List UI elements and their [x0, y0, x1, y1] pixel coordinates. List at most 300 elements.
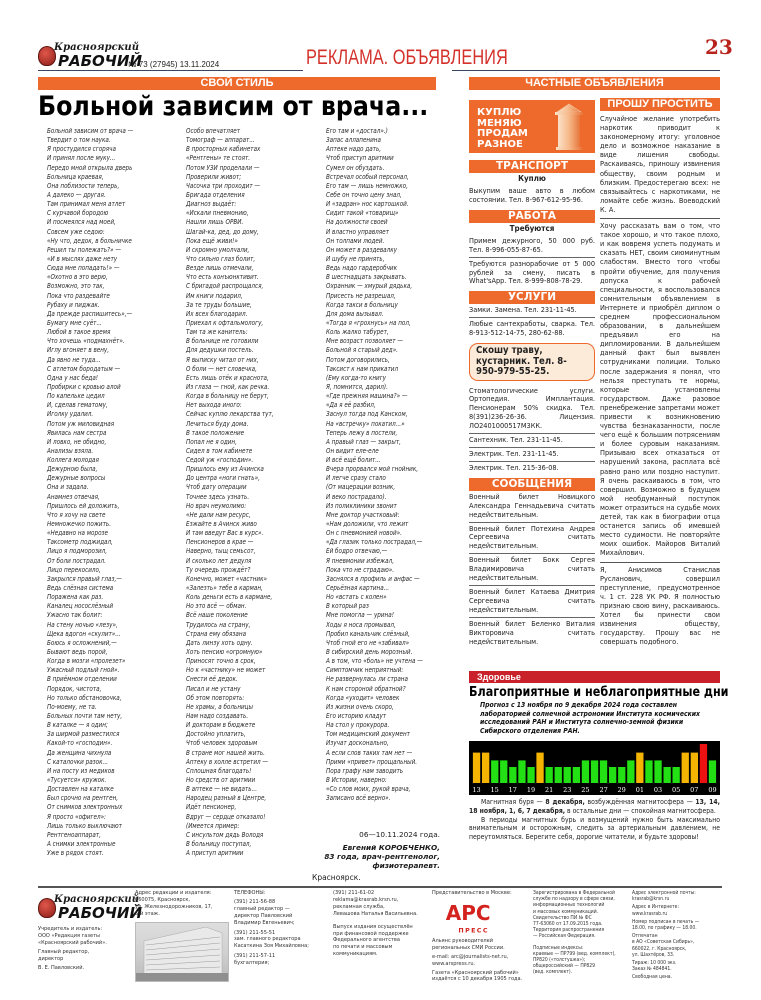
poem-line: Сидит такой «товарищ» [326, 208, 399, 218]
poem-line: Для дедушки постель. [186, 345, 254, 355]
poem-line: Коль жалко табурет, [326, 327, 389, 337]
footer-contacts [632, 890, 724, 981]
poem-line: Всё наше поколение [186, 610, 248, 620]
poem-line: «И в мыслях даже нету [47, 253, 118, 263]
poem-line: Трудилось на страну, [186, 619, 251, 629]
classified-ad: Требуются разнорабочие от 5 000 рублей за смену, писать в What'sApp. Тел. 8-999-808-78-29. [469, 258, 595, 286]
footer-logo [38, 892, 143, 922]
chart-svg [469, 741, 720, 795]
poem-line: Но «встать с колен» [326, 592, 387, 602]
poem-line: Снести её дедок. [186, 674, 238, 684]
poem-line: Когда «уходит» человек [326, 692, 400, 702]
footer-line: службе по надзору в сфере связи, [533, 896, 615, 903]
poem-line: «Недавно на морозе [47, 528, 109, 538]
poem-line: Из глаза — гной, как речка. [186, 381, 270, 391]
poem-line: Хоть пенсию «огромную» [186, 647, 263, 657]
poem-line: Я просто «офигел»: [47, 811, 106, 821]
poem-line: Нам надо создавать. [186, 711, 249, 720]
poem-line: Я выписку читал от них, [186, 354, 259, 364]
chart-bar-15 [491, 760, 498, 783]
poem-line: Не храмы, а больницы [186, 701, 253, 711]
poem-line: Нет выхода иного: [186, 400, 242, 410]
poem-line: (От мацерации возник, [326, 482, 396, 492]
poem-line: «Где прежняя машина?» — [326, 391, 408, 401]
footer-line: Номер подписан в печать — [632, 918, 700, 925]
summary-text: Магнитная буря — [481, 798, 546, 806]
poem-line: Доставлен на каталке [47, 784, 114, 794]
poem-line: Когда в мозги «пролезет» [47, 656, 126, 666]
poem-line: Таксометр поджидал, [47, 537, 113, 547]
poem-line: И сколько лет дедуля [186, 555, 252, 565]
author-role: физиотерапевт. [372, 861, 440, 870]
poem-line: Пока что раздевайте [47, 290, 110, 300]
poem-line: А в том, что «боль» не учтена — [326, 656, 423, 666]
poem-line: Коль деньги есть в кармане, [186, 592, 273, 602]
footer-line: Свободная цена. [632, 974, 672, 981]
poem-line: В каталке — я один; [47, 720, 108, 730]
poem-line: Пришлось ему из Ачинска [186, 464, 264, 474]
chart-bar-28 [609, 767, 616, 783]
email-link[interactable]: e-mail: arc@journalists-net.ru, [432, 953, 509, 960]
newspaper-logo [38, 40, 143, 74]
footer-line: Зарегистрирована в Федеральной [533, 890, 615, 896]
phones-title: ТЕЛЕФОНЫ: [234, 890, 266, 896]
poem-line: Пенсионеров в крае — [186, 537, 254, 547]
classified-ad: Замки. Замена. Тел. 231-11-45. [469, 304, 595, 318]
footer-line: при финансовой поддержке [333, 930, 409, 937]
arc-press-logo [440, 898, 500, 938]
poem-line: По-моему, не та. [47, 701, 97, 711]
poem-line: Об этом повторять: [186, 692, 245, 702]
poem-line: Когда в больницу не берут, [186, 391, 269, 401]
poem-line: «Ну что, дедок, в больничке [47, 235, 132, 245]
poem-line: Таксист к нам прикатил [326, 363, 399, 373]
poem-line: Из поликлиники звонит [326, 500, 397, 510]
classified-ad: Военный билет Новицкого Александра Геннадьевича считать недействительным. [469, 491, 595, 523]
footer-line: Касаткина Зоя Михайловна; [234, 943, 309, 950]
email-link[interactable]: krasrab@krsn.ru [632, 896, 670, 903]
poem-line: А правый глаз — закрыт, [326, 436, 401, 446]
classified-ad: Электрик. Тел. 215-36-08. [469, 462, 559, 472]
footer-founder [38, 926, 130, 971]
arc-logo-text: АРС [445, 900, 491, 925]
poem-line: В больницу поступал, [186, 838, 252, 848]
poem-line: Проверили живот; [186, 171, 242, 181]
banner-line: ПРОДАМ [477, 128, 528, 139]
footer-line: — Российская Федерация. [533, 933, 596, 940]
poem-line: Лечиться буду дома. [186, 418, 249, 428]
poem-line: Передо мной открыла дверь [47, 162, 133, 172]
poem-line: Лишь только выключают [47, 820, 122, 830]
poem-line: На стену ночью «лезу», [47, 619, 118, 629]
poem-line: Точнее здесь узнать. [186, 491, 250, 501]
poem-line: Но только обстановочка, [47, 692, 122, 702]
poem-line: Там та же канитель: [186, 327, 248, 337]
poem-line: Щека вдогон «скулит»... [47, 628, 121, 638]
chart-bar-02 [645, 760, 652, 783]
poem-line: Порядок, чистота, [47, 683, 102, 693]
poem-line: Она поблизости теперь, [47, 180, 120, 190]
banner-text [477, 108, 528, 150]
footer-line: Заказ № 484841. [632, 966, 672, 973]
poem-line: Сидел в том кабинете [186, 445, 253, 455]
header-divider-right [452, 70, 720, 71]
classified-ad: Сантехник. Тел. 231-11-45. [469, 434, 595, 448]
footer-line: Учредитель и издатель: [38, 926, 103, 932]
poem-line: «Да глазик только пострадал,— [326, 537, 423, 547]
chart-bar-19 [527, 767, 534, 783]
logo-top-text: Красноярский [54, 42, 139, 53]
footer-line: 18.00, по графику — 18.00. [632, 925, 697, 932]
poem-line: Явилась нам сестра [47, 427, 107, 437]
poem-line: И всё ещё болит... [326, 455, 381, 465]
classifieds-rubric: ЧАСТНЫЕ ОБЪЯВЛЕНИЯ [469, 77, 720, 90]
poem-line: Ведь слёзная система [47, 583, 114, 593]
poem-line: По капельке цедил [47, 391, 105, 401]
classifieds-column [469, 160, 595, 648]
health-text [469, 798, 720, 842]
footer-phones [234, 890, 326, 967]
footer-line: Адрес электронной почты: [632, 890, 696, 896]
poem-line: За ширмой разместился [47, 729, 120, 739]
poem-line: Пришлось ей доложить, [47, 500, 120, 510]
poem-line: И принял после муку... [47, 153, 116, 163]
chart-bar-03 [654, 760, 661, 783]
classified-ad: Военный билет Катаева Дмитрия Сергеевича считать недействительным. [469, 586, 595, 618]
poem-line: Но это всё — обман. [186, 601, 247, 611]
health-rubric: Здоровье [469, 671, 720, 683]
poem-line: Не развернулась ли страна [326, 674, 408, 684]
footer-line: Выпуск издания осуществлён [333, 923, 413, 930]
chart-tick-label: 05 [672, 786, 681, 794]
poem-line: «Со слов моих, рукой врача, [326, 784, 411, 794]
classified-ad: Стоматологические услуги. Ортопедия. Имплантация. Пенсионерам 50% скидка. Тел. 8(391)236-26-36. Лицензия. ЛО2401000517М3КК. [469, 385, 595, 435]
website-link[interactable]: www.arspress.ru. [432, 960, 476, 967]
office-building-photo [135, 922, 229, 982]
footer-line: бухгалтерия; [234, 960, 270, 967]
chart-tick-label: 17 [508, 786, 517, 794]
chart-tick-label: 25 [581, 786, 590, 794]
poem-line: На должности своей [326, 217, 388, 227]
poem-line: Дать линзу хоть одну. [186, 637, 253, 647]
poem-line: Лицо перекосило, [47, 564, 101, 574]
poem-line: Возможно, это так, [47, 281, 105, 291]
poem-line: Был срочно на рентген, [47, 793, 119, 803]
poem-line: Анамнез отвечая, [47, 491, 100, 501]
poem-line: Симптомчик неприятный: [326, 665, 404, 675]
poem-line: Больной я старый дед». [326, 345, 398, 355]
subcategory-buy: Куплю [518, 174, 546, 183]
banner-line: МЕНЯЮ [477, 117, 522, 129]
section-title: РЕКЛАМА. ОБЪЯВЛЕНИЯ [306, 46, 508, 69]
poem-line: Лицо я подморозил, [47, 546, 108, 556]
poem-column-3 [326, 126, 460, 802]
summary-text: возбуждённая магнитосфера — [584, 798, 696, 806]
phone-number: (391) 211-55-51 [234, 929, 276, 936]
poem-line: До центра «ноги гнать», [186, 473, 260, 483]
poem-line: Мне доктор участковый: [326, 509, 400, 519]
poem-line: Да прежде распишитесь»,— [47, 308, 133, 318]
poem-line: Его историю кладут [326, 711, 387, 720]
logo-bottom-text: РАБОЧИЙ [58, 904, 143, 922]
poem-line: Ей бодро отвечаю,— [326, 546, 388, 556]
phone-number: (391) 211-61-02 [333, 890, 375, 896]
chart-tick-label: 13 [472, 786, 481, 794]
poem-line: Охранник — хмурый дядька, [326, 281, 413, 291]
footer-line: общероссийский — ПР829 [533, 963, 596, 970]
footer-line: Адрес редакции и издателя: [135, 890, 212, 896]
poem-line: Сюда мне попадать!» — [47, 263, 120, 273]
author-age-role: 83 года, врач-рентгенолог, [324, 852, 440, 861]
chart-bar-20 [536, 753, 543, 783]
footer-line: Газета «Красноярский рабочий» [432, 969, 519, 976]
subcategory-wanted: Требуются [509, 223, 555, 233]
poem-line: Закрылся правый глаз,— [47, 573, 122, 583]
poem-line: Когда такси в больницу [326, 299, 398, 309]
footer-line: коммуникациям. [333, 951, 378, 958]
poem-line: В такое положение [186, 427, 245, 437]
poem-line: И скромно умолчали, [186, 244, 250, 254]
poem-line: Пробирки с кровью алой [47, 381, 121, 391]
chart-bar-06 [682, 753, 689, 783]
poem-line: И, сделав гематому, [47, 400, 108, 410]
poem-line: Мне помогла — урина! [326, 610, 394, 620]
chart-tick-label: 19 [526, 786, 536, 794]
poem-line: И легче сразу стало [326, 473, 386, 483]
phone-number: (391) 211-57-11 [234, 953, 276, 960]
poem-line: Там принимал меня атлет [47, 199, 126, 209]
footer-line: издаётся с 10 декабря 1905 года. [432, 976, 523, 983]
footer-registration [533, 890, 628, 976]
poem-line: В который раз [326, 601, 369, 611]
poem-line: Анализы взяла. [47, 445, 94, 455]
chart-bar-27 [600, 760, 607, 783]
poem-line: Народец разный в Центре, [186, 793, 267, 803]
footer-line: 660075, Красноярск, [135, 896, 191, 903]
chart-tick-label: 09 [708, 786, 717, 794]
poem-line: Есть лишь отёк и краснота, [186, 372, 269, 382]
email-link[interactable]: reklama@krasrab.krsn.ru, [333, 896, 399, 903]
chart-bar-01 [636, 753, 643, 783]
poem-line: Больных почти там нету, [47, 711, 123, 720]
banner-line: РАЗНОЕ [477, 138, 523, 150]
header-divider [38, 70, 303, 71]
poem-line: Для дома вызывал. [326, 308, 384, 318]
chart-bar-13 [473, 753, 480, 783]
footer-line: в АО «Советская Сибирь», [632, 939, 695, 946]
poem-line: Рубаху и пиджак. [47, 299, 100, 309]
poem-line: Я простудился сгоряча [47, 144, 116, 154]
poem-line: И шубу не принять, [326, 253, 385, 263]
poem-line: Бригада отделения [186, 189, 245, 199]
footer-line: директор Павловский [234, 912, 293, 919]
poem-line: Везде лишь отмечали, [186, 263, 254, 273]
poem-line: В сибирский день морозный. [326, 647, 413, 657]
rubric-bar: СВОЙ СТИЛЬ [38, 77, 436, 90]
chart-bar-17 [509, 767, 516, 783]
article-headline: Больной зависим от врача... [38, 91, 429, 122]
poem-line: Попал не я один, [186, 436, 237, 446]
poem-line: Решил ты полежать?» — [47, 244, 121, 254]
poem-line: И докторам в бюджете [186, 720, 256, 730]
poem-line: Сейчас куплю лекарства тут, [186, 409, 274, 419]
poem-line: К нам стороной обратной? [326, 683, 406, 693]
chart-bar-23 [564, 767, 571, 783]
footer-line: и массовых коммуникаций. [533, 908, 599, 915]
chart-tick-label: 01 [635, 786, 645, 794]
poem-line: Какой-то «господин». [47, 738, 113, 748]
poem-line: С курчавой бородою [47, 208, 109, 218]
poem-line: Вчера прорвался мой гнойник, [326, 464, 419, 474]
footer-line: главный редактор — [234, 905, 290, 912]
chart-bar-30 [627, 760, 634, 783]
apology-item: Случайное желание употребить наркотик приводит к закономерному итогу: уголовное дело и возможное наказание в виде лишения свободы. Раскаиваясь, приношу извинения обществу, своим родным и близким. Предостерегаю всех: не связывайтесь с наркотиками, не ломайте себе жизнь. Воеводский К. А. [600, 114, 720, 214]
page-number: 23 [705, 35, 733, 59]
poem-line: Пробил канальчик слёзный, [326, 628, 410, 638]
poem-line: В аптеке — не видать... [186, 784, 258, 794]
storm-summary [469, 798, 720, 816]
poem-line: Встречал особый персонал, [326, 171, 409, 181]
poem-line: Ведь надо гардеробчик [326, 263, 398, 273]
building-image [136, 923, 228, 981]
logo-bottom-text: РАБОЧИЙ [58, 52, 143, 70]
chart-bar-16 [500, 760, 507, 783]
footer-line: 5-й этаж. [135, 910, 160, 917]
banner-line: КУПЛЮ [477, 107, 522, 118]
poem-line: Рентгеноаппарат, [47, 829, 101, 839]
poem-line: Приехал к офтальмологу, [186, 317, 264, 327]
chart-bar-14 [482, 753, 489, 783]
footer-line: «Красноярский рабочий». [38, 939, 107, 946]
health-advice: В периоды магнитных бурь и возмущений нужно быть максимально внимательным и осторожным, следить за артериальным давлением, не переутомляться. Берегите себя, дорогие читатели, и будьте здоровы! [469, 815, 720, 842]
poem-line: О боли — нет словечка, [186, 363, 257, 373]
poem-line: Поражена как раз. [47, 592, 104, 602]
poem-line: В просторных кабинетах [186, 144, 261, 154]
poem-line: Но к «частнику» не может [186, 665, 266, 675]
poem-line: Прими «привет» прощальный. [326, 756, 418, 766]
chart-bar-24 [573, 767, 580, 783]
poem-line: Ту очередь прождёт? [186, 564, 251, 574]
poem-line: С бригадой распрощался, [186, 281, 264, 291]
footer-line: Подписные индексы: [533, 944, 584, 951]
footer-divider [38, 886, 722, 888]
poem-line: Том медицинский документ [326, 729, 410, 739]
poem-line: Часочка три проходит — [186, 180, 261, 190]
chart-tick-label: 23 [563, 786, 572, 794]
poem-line: Что я хочу на свете [47, 509, 106, 519]
chart-tick-label: 07 [690, 786, 699, 794]
footer-line: 660022, г. Красноярск, [632, 945, 687, 952]
chart-bar-08 [700, 744, 707, 783]
footer-line: Свидетельство ПИ № ФС [533, 914, 592, 921]
footer-line: 77-63060 от 17.09.2015 года. [533, 921, 603, 928]
poem-line: От боли пострадал. [47, 555, 106, 565]
poem-line: Езжайте в Ачинск живо [186, 519, 257, 529]
poem-line: Но средств от аритмии [186, 774, 256, 784]
chart-bar-09 [709, 760, 716, 783]
poem-line: Наверно, тыщ семьсот, [186, 546, 256, 556]
apologies-column [600, 114, 720, 648]
footer-line: В. Е. Павловский. [38, 964, 85, 971]
poem-line: С каталочки разок... [47, 756, 108, 766]
poem-line: С атлетом бородатым — [47, 363, 121, 373]
classified-ad: Военный билет Бокк Сергея Владимировича считать недействительным. [469, 554, 595, 586]
poem-line: Конечно, может «частник» [186, 573, 267, 583]
poem-line: Что есть конъюнктивит. [186, 272, 259, 282]
category-services: УСЛУГИ [469, 291, 595, 304]
poem-line: Он толпами людей. [326, 235, 385, 245]
poem-line: В Истории, наверно: [326, 774, 387, 784]
divider [600, 562, 720, 563]
poem-line: «Искали пневмонию, [186, 208, 249, 218]
footer-line: ул. Шахтёров, 33. [632, 951, 675, 958]
poem-line: Нашли лишь ОРВИ. [186, 217, 244, 227]
poem-line: Одна у нас беда! [47, 372, 99, 382]
poem-line: Бывают ведь порой, [47, 647, 108, 657]
poem-line: В шестнадцать закрывать. [326, 272, 407, 282]
classified-ad: Выкупим ваше авто в любом состоянии. Тел. 8-967-612-95-96. [469, 186, 595, 204]
issue-number: № 73 (27945) 13.11.2024 [128, 60, 220, 69]
website-link[interactable]: www.krasrab.ru [632, 910, 668, 917]
poem-line: И ловко, не обидно, [47, 436, 107, 446]
poem-line: Писал и не устану [186, 683, 241, 693]
poem-line: Твердит о том наука. [47, 135, 111, 145]
classified-ad: Примем дежурного, 50 000 руб. Тел. 8-996-055-87-65. [469, 235, 595, 258]
magnetic-forecast-chart [469, 741, 720, 795]
advertising-column-icon [551, 103, 587, 151]
footer-line: Адрес в Интернете: [632, 904, 679, 911]
footer-line: Тираж: 10 000 экз. [632, 960, 677, 967]
chart-bar-29 [618, 767, 625, 783]
poem-line: В больнице не готовили [186, 336, 259, 346]
poem-line: Он видит еле-еле [326, 445, 379, 455]
poem-line: Ужасно так болит: [47, 610, 103, 620]
poem-line: Да явно не туда... [47, 354, 101, 364]
poem-line: Она и задала. [47, 482, 89, 492]
poem-line: От снимков электронных [47, 802, 123, 812]
poem-line: Особо впечатляет [186, 126, 241, 135]
poem-line: Страна ему обязана [186, 628, 247, 638]
footer-line: (вед. комплект). [533, 969, 573, 976]
author-city: Красноярск. [312, 873, 361, 882]
footer-line: информационных технологий [533, 902, 605, 909]
poem-line: Запас аллапенина [326, 135, 381, 145]
chart-tick-label: 27 [599, 786, 608, 794]
poem-line: Теперь лежу в постели, [326, 427, 398, 437]
poem-line: Да женщина чихнула [47, 747, 112, 757]
highlighted-ad: Скошу траву, кустарник. Тел. 8-950-979-55-25. [469, 343, 595, 381]
poem-line: Немножечко пожить. [47, 519, 111, 529]
poem-line: Больной зависим от врача — [47, 126, 134, 135]
poem-line: (Ему когда-то книгу [326, 372, 387, 382]
poem-line: Изучат досконально, [326, 738, 389, 748]
poem-line: «Залезть» тебе в карман, [186, 583, 263, 593]
poem-line: А снимки электронные [47, 838, 116, 848]
moscow-title: Представительство в Москве: [432, 890, 512, 896]
chart-bar-22 [555, 767, 562, 783]
poem-line: Но врач неумолимо: [186, 500, 247, 510]
chart-tick-label: 29 [617, 786, 626, 794]
poem-line: И «задран» нос картошкой. [326, 199, 409, 209]
poem-line: Потом уж миловидная [47, 418, 115, 428]
poem-line: Он может в раздевалку [326, 244, 397, 254]
classified-ad: Военный билет Беленко Виталия Викторовича считать недействительным. [469, 618, 595, 646]
poem-line: Диагноз выдаёт: [186, 199, 237, 209]
poem-line: И посмеялся над моей, [47, 217, 116, 227]
poem-line: А если слов таких там нет — [326, 747, 413, 757]
summary-text: в остальные дни — спокойная магнитосфера. [565, 806, 716, 815]
poem-line: Их всех благодарил. [186, 308, 248, 318]
